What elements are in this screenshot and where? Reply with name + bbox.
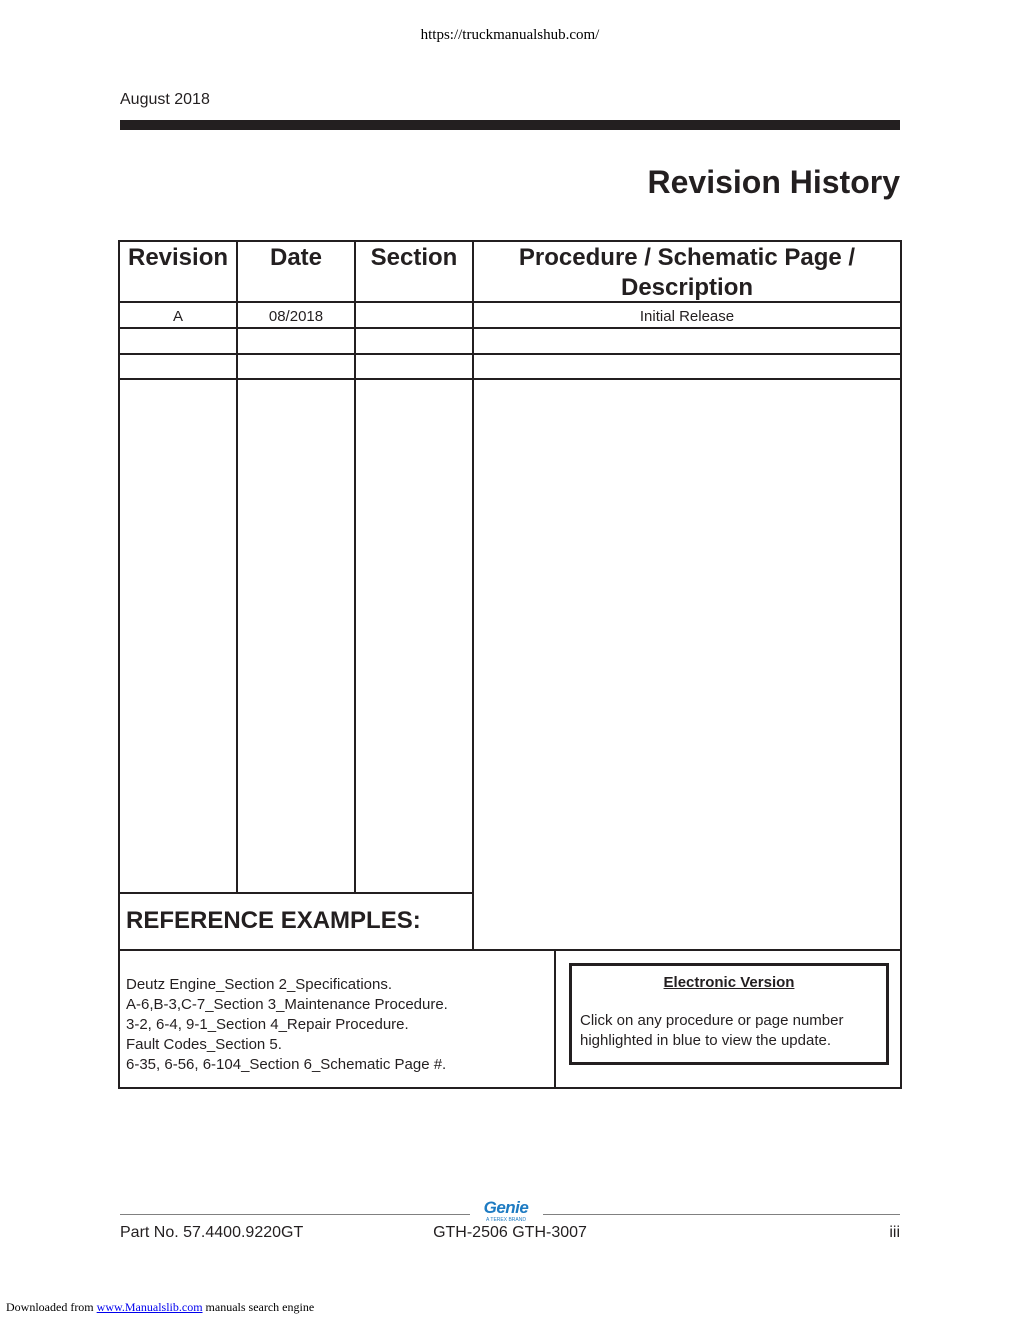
footer-rule-left [120, 1214, 470, 1215]
row-revision: A [172, 308, 183, 325]
electronic-version-text [580, 1011, 880, 1051]
column-divider [236, 240, 238, 894]
header-rule [120, 120, 900, 130]
electronic-version-box [569, 963, 889, 1065]
source-url: https://truckmanualshub.com/ [420, 27, 600, 43]
table-border-right [900, 240, 902, 1089]
table-border-bottom [119, 1087, 902, 1089]
download-suffix: manuals search engine [202, 1300, 315, 1314]
header-description [474, 243, 900, 303]
model-numbers: GTH-2506 GTH-3007 [433, 1224, 587, 1241]
download-note [6, 1300, 314, 1315]
publication-date: August 2018 [120, 91, 210, 108]
table-border-left [118, 240, 120, 1089]
examples-divider [119, 949, 902, 951]
genie-logo-tagline: A TEREX BRAND [486, 1217, 526, 1223]
header-section: Section [370, 244, 458, 271]
electronic-version-title: Electronic Version [663, 974, 795, 991]
reference-example: Deutz Engine_Section 2_Specifications. [126, 976, 393, 993]
page-title: Revision History [647, 164, 900, 200]
row-date: 08/2018 [268, 308, 324, 325]
examples-column-divider [554, 949, 556, 1089]
reference-example: 3-2, 6-4, 9-1_Section 4_Repair Procedure. [126, 1016, 409, 1033]
header-description-line2: Description [620, 274, 754, 301]
page-number: iii [889, 1224, 900, 1241]
genie-logo: Genie [483, 1198, 529, 1217]
electronic-version-line: Click on any procedure or page number [580, 1012, 844, 1029]
reference-title: REFERENCE EXAMPLES: [126, 907, 421, 934]
reference-example: Fault Codes_Section 5. [126, 1036, 282, 1053]
reference-example: A-6,B-3,C-7_Section 3_Maintenance Procedure. [126, 996, 448, 1013]
part-number: Part No. 57.4400.9220GT [120, 1224, 304, 1241]
row-description: Initial Release [639, 308, 735, 325]
reference-examples [126, 975, 448, 1075]
manualslib-link[interactable]: www.Manualslib.com [96, 1300, 203, 1314]
column-divider [354, 240, 356, 894]
column-divider [472, 240, 474, 951]
footer-rule-right [543, 1214, 900, 1215]
reference-divider [119, 892, 474, 894]
download-prefix: Downloaded from [6, 1300, 97, 1314]
header-date: Date [269, 244, 323, 271]
header-description-line1: Procedure / Schematic Page / [518, 244, 856, 271]
reference-example: 6-35, 6-56, 6-104_Section 6_Schematic Page #. [126, 1056, 447, 1073]
header-revision: Revision [127, 244, 229, 271]
electronic-version-line: highlighted in blue to view the update. [580, 1032, 832, 1049]
